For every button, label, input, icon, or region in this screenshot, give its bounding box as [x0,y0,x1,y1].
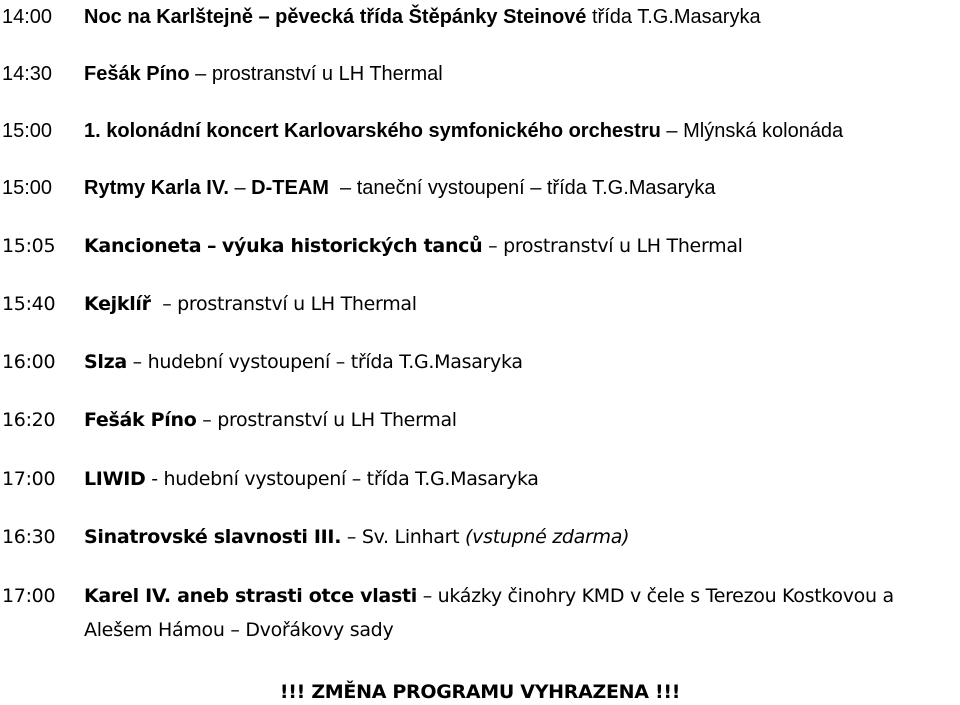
event-subtitle: výuka historických tanců [221,235,483,257]
dash-separator: – [132,351,142,373]
dash-separator: – [195,63,207,85]
event-place: prostranství u LH Thermal [217,409,457,431]
event-title: Slza [84,351,127,373]
event-title: Rytmy Karla IV. [84,177,229,199]
event-detail-continued: Alešem Hámou [84,619,225,641]
event-title: Fešák Píno [84,409,197,431]
event-time: 17:00 [2,468,56,490]
dash-separator: – [422,585,432,607]
event-title: 1. kolonádní koncert Karlovarského symfonického orchestru [84,120,661,142]
event-place: Mlýnská kolonáda [683,120,844,142]
event-title: Noc na Karlštejně – pěvecká třída Štěpánky Steinové [84,6,587,28]
dash-separator: – [530,177,542,199]
event-title: Fešák Píno [84,63,190,85]
event-place: prostranství u LH Thermal [503,235,743,257]
dash-separator: – [335,351,345,373]
event-detail: taneční vystoupení [356,177,525,199]
event-place: třída T.G.Masaryka [546,177,716,199]
event-detail: - hudební vystoupení [151,468,346,490]
event-detail: hudební vystoupení [147,351,331,373]
event-time: 16:00 [2,351,56,373]
event-time: 14:30 [2,63,53,85]
event-time: 15:00 [2,120,53,142]
dash-separator: – [234,177,246,199]
event-time: 15:00 [2,177,53,199]
event-time: 17:00 [2,585,56,607]
event-title: Kejklíř [84,293,151,315]
event-place: Sv. Linhart [361,526,460,548]
event-subtitle: D-TEAM [251,177,329,199]
event-place: prostranství u LH Thermal [211,63,443,85]
event-title: LIWID [84,468,146,490]
dash-separator: – [230,619,240,641]
event-time: 15:05 [2,235,56,257]
event-place: třída T.G.Masaryka [592,6,761,28]
dash-separator: – [346,526,357,548]
dash-separator: – [340,177,352,199]
event-title: Sinatrovské slavnosti III. [84,526,342,548]
event-time: 15:40 [2,293,56,315]
event-place: třída T.G.Masaryka [350,351,523,373]
event-time: 14:00 [2,6,53,28]
event-detail: ukázky činohry KMD v čele s Terezou Kostkovou a [437,585,894,607]
dash-separator: – [666,120,678,142]
event-time: 16:20 [2,409,56,431]
dash-separator: – [206,235,217,257]
dash-separator: – [162,293,172,315]
program-change-notice: !!! ZMĚNA PROGRAMU VYHRAZENA !!! [279,681,681,703]
event-title: Kancioneta [84,235,202,257]
event-title: Karel IV. aneb strasti otce vlasti [84,585,417,607]
event-place: Dvořákovy sady [245,619,394,641]
dash-separator: – [488,235,498,257]
event-place: prostranství u LH Thermal [177,293,417,315]
dash-separator: – [202,409,212,431]
event-note: (vstupné zdarma) [465,526,630,548]
dash-separator: – [351,468,361,490]
event-place: třída T.G.Masaryka [366,468,539,490]
event-time: 16:30 [2,526,56,548]
